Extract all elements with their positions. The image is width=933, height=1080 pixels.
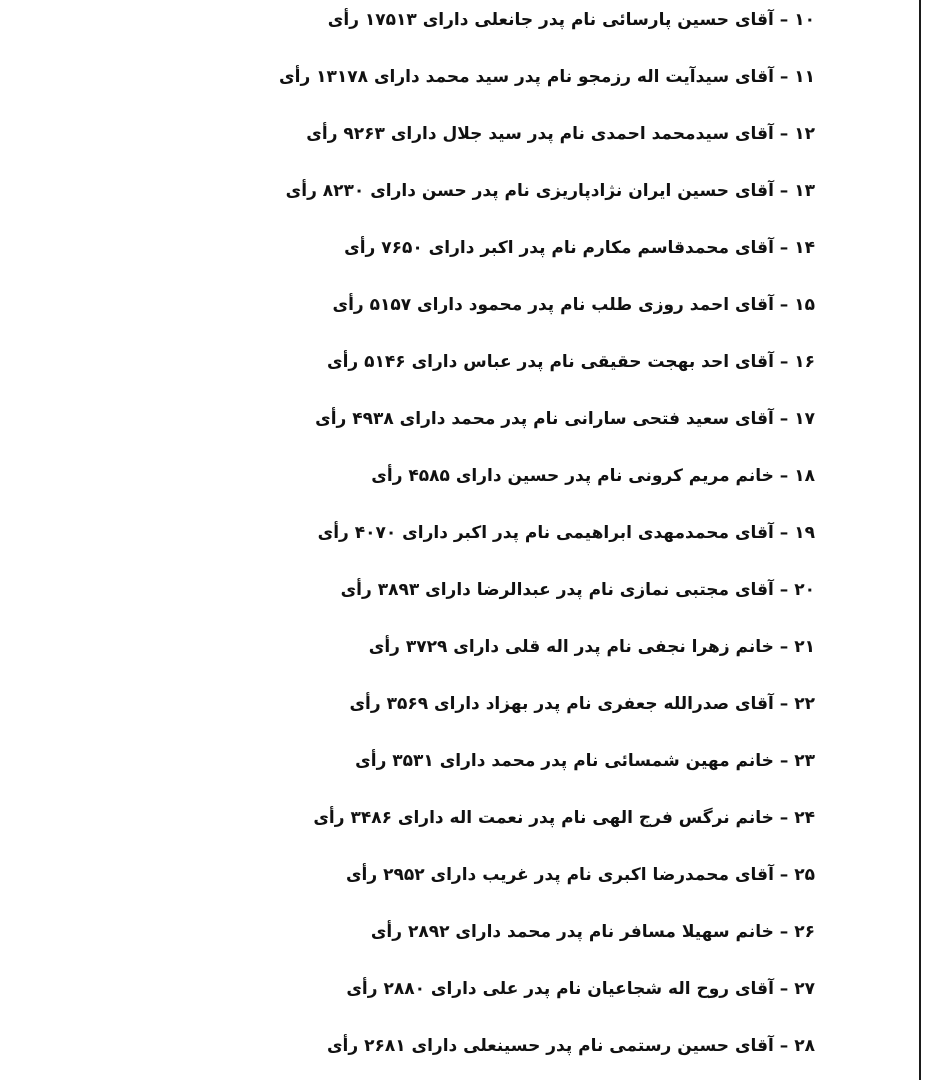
result-line-27: ۲۷ – آقای روح اله شجاعیان نام پدر علی دارای ۲۸۸۰ رأی [346,979,815,999]
result-line-16: ۱۶ – آقای احد بهجت حقیقی نام پدر عباس دارای ۵۱۴۶ رأی [327,352,815,372]
result-line-18: ۱۸ – خانم مریم کرونی نام پدر حسین دارای ۴۵۸۵ رأی [371,466,815,486]
result-line-11: ۱۱ – آقای سیدآیت اله رزمجو نام پدر سید محمد دارای ۱۳۱۷۸ رأی [279,67,815,87]
result-line-17: ۱۷ – آقای سعید فتحی سارانی نام پدر محمد دارای ۴۹۳۸ رأی [315,409,815,429]
page-edge-line [919,0,921,1080]
result-line-10: ۱۰ – آقای حسین پارسائی نام پدر جانعلی دارای ۱۷۵۱۳ رأی [327,10,815,30]
result-line-20: ۲۰ – آقای مجتبی نمازی نام پدر عبدالرضا دارای ۳۸۹۳ رأی [340,580,815,600]
result-line-25: ۲۵ – آقای محمدرضا اکبری نام پدر غریب دارای ۲۹۵۲ رأی [345,865,815,885]
result-line-12: ۱۲ – آقای سیدمحمد احمدی نام پدر سید جلال دارای ۹۲۶۳ رأی [306,124,815,144]
result-line-26: ۲۶ – خانم سهیلا مسافر نام پدر محمد دارای ۲۸۹۲ رأی [370,922,815,942]
result-line-23: ۲۳ – خانم مهین شمسائی نام پدر محمد دارای ۳۵۳۱ رأی [355,751,815,771]
result-line-14: ۱۴ – آقای محمدقاسم مکارم نام پدر اکبر دارای ۷۶۵۰ رأی [344,238,815,258]
candidate-results-list [35,0,815,1080]
result-line-13: ۱۳ – آقای حسین ایران نژادپاریزی نام پدر حسن دارای ۸۲۳۰ رأی [285,181,815,201]
result-line-21: ۲۱ – خانم زهرا نجفی نام پدر اله قلی دارای ۳۷۲۹ رأی [368,637,815,657]
result-line-24: ۲۴ – خانم نرگس فرج الهی نام پدر نعمت اله دارای ۳۴۸۶ رأی [313,808,815,828]
result-line-15: ۱۵ – آقای احمد روزی طلب نام پدر محمود دارای ۵۱۵۷ رأی [332,295,815,315]
result-line-22: ۲۲ – آقای صدرالله جعفری نام پدر بهزاد دارای ۳۵۶۹ رأی [349,694,815,714]
result-line-19: ۱۹ – آقای محمدمهدی ابراهیمی نام پدر اکبر دارای ۴۰۷۰ رأی [317,523,815,543]
result-line-28: ۲۸ – آقای حسین رستمی نام پدر حسینعلی دارای ۲۶۸۱ رأی [326,1036,815,1056]
